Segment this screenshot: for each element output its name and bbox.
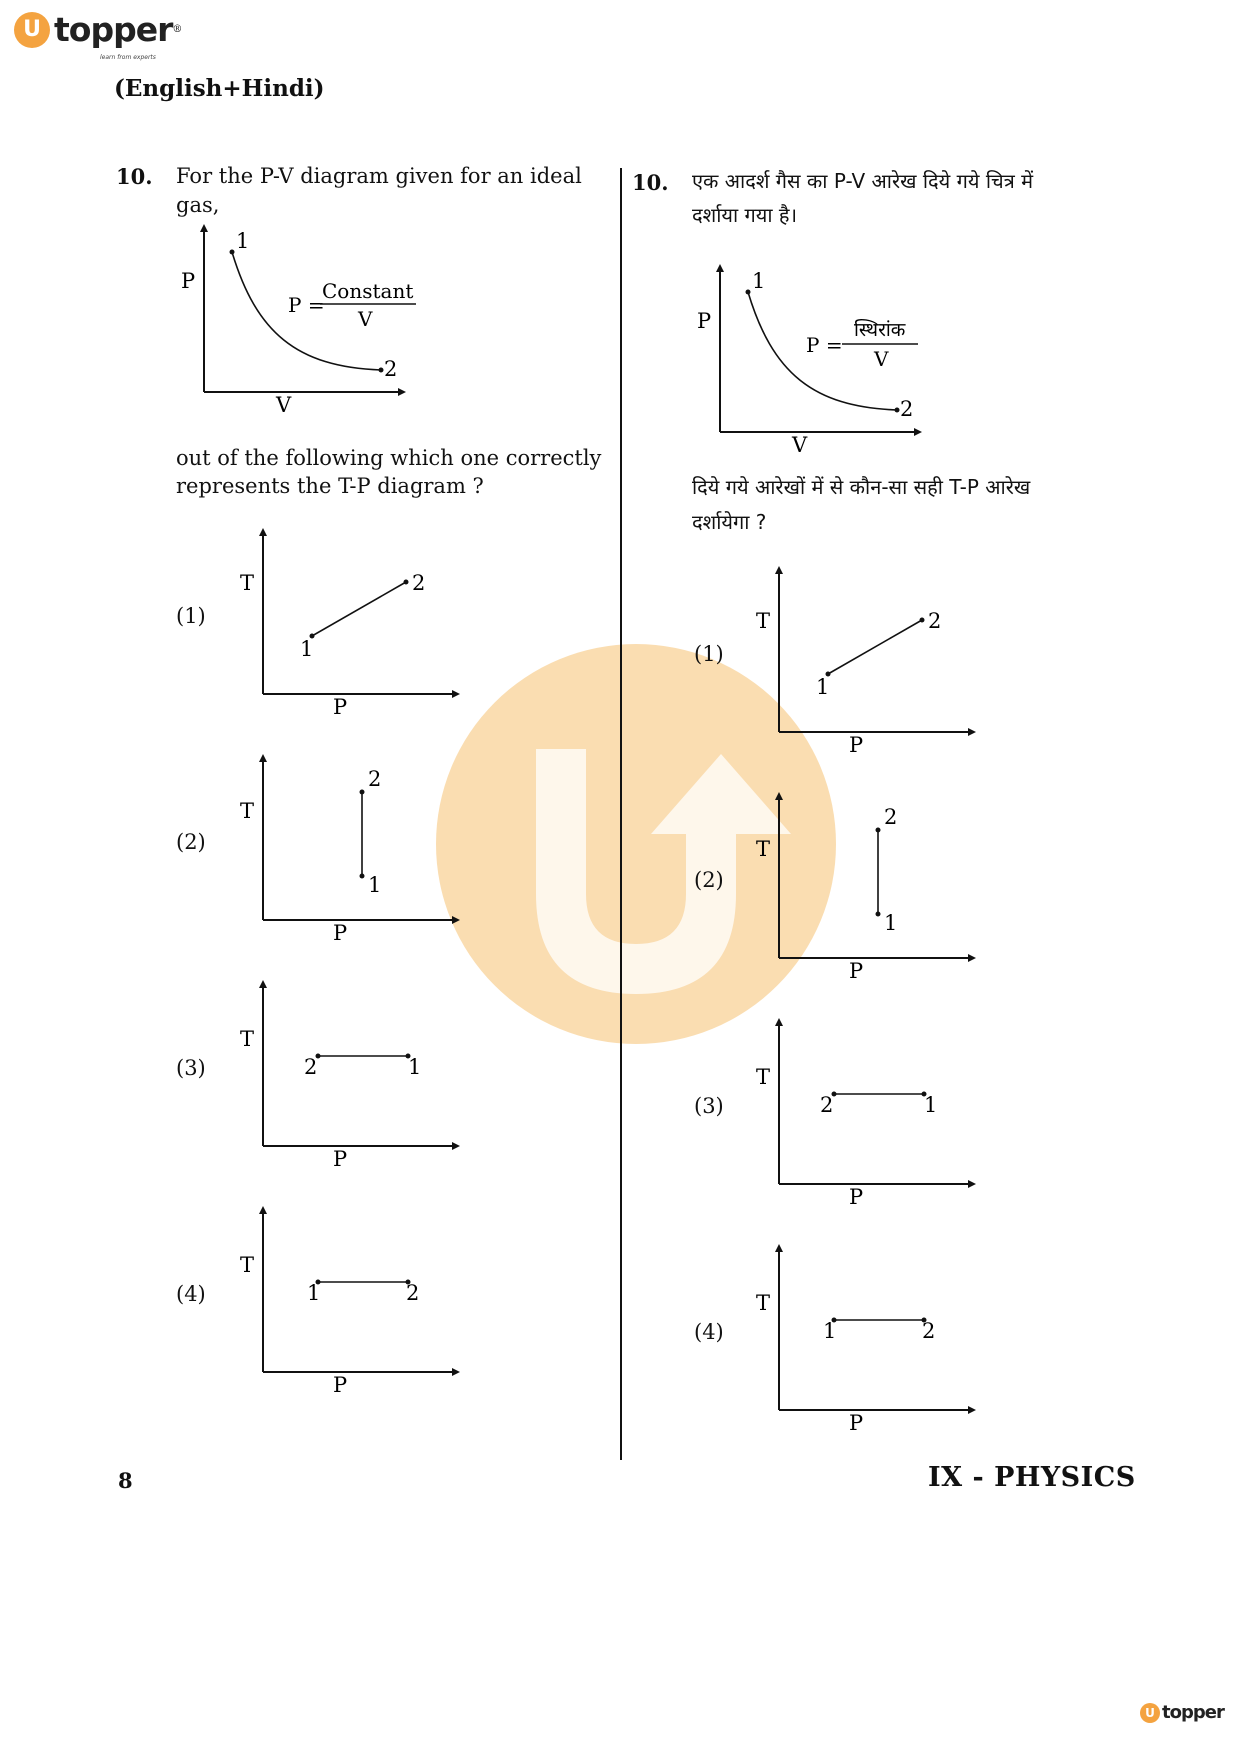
- pv-label-1: 1: [236, 229, 250, 253]
- option-3-y-label: T: [240, 1027, 255, 1051]
- pv-eq-denominator: V: [358, 307, 373, 331]
- pv-label-2-hi: 2: [900, 397, 914, 421]
- option-3-graph-en[interactable]: [230, 978, 470, 1171]
- option-3-x-label: P: [333, 1147, 348, 1171]
- option-4-label-hi[interactable]: (4): [694, 1320, 724, 1344]
- pv-label-2: 2: [384, 357, 398, 381]
- pv-point-1: [230, 250, 235, 255]
- option-2-x-label-hi: P: [849, 959, 864, 983]
- option-2-graph-hi[interactable]: [746, 790, 986, 983]
- option-4-graph-hi[interactable]: [746, 1242, 986, 1435]
- option-4-x-label-hi: P: [849, 1411, 864, 1435]
- option-1-end-hi: 2: [928, 609, 942, 633]
- language-note: (English+Hindi): [114, 75, 325, 102]
- brand-logo: [14, 10, 183, 61]
- option-4-right-hi: 2: [922, 1319, 936, 1343]
- option-1-graph-hi[interactable]: [746, 564, 986, 757]
- brand-name: topper: [54, 10, 173, 49]
- pv-eq-numerator: Constant: [322, 279, 414, 303]
- option-2-start: 1: [368, 873, 382, 897]
- column-divider: [620, 168, 622, 1460]
- brand-u-icon-footer: U: [1140, 1703, 1160, 1723]
- pv-y-label: P: [181, 269, 196, 293]
- option-3-label-hi[interactable]: (3): [694, 1094, 724, 1118]
- option-1-y-label: T: [240, 571, 255, 595]
- pv-x-label-hi: V: [792, 433, 808, 457]
- question-number-en: 10.: [116, 164, 153, 189]
- option-3-right-hi: 1: [924, 1093, 938, 1117]
- option-2-y-label: T: [240, 799, 255, 823]
- option-1-end: 2: [412, 571, 426, 595]
- option-4-left: 1: [307, 1281, 321, 1305]
- option-2-x-label: P: [333, 921, 348, 945]
- registered-mark: ®: [172, 24, 183, 35]
- question-intro-en: For the P-V diagram given for an ideal gas,: [176, 164, 582, 217]
- option-2-end-hi: 2: [884, 805, 898, 829]
- pv-eq-prefix-hi: P =: [806, 333, 843, 357]
- option-3-left: 2: [304, 1055, 318, 1079]
- pv-x-label: V: [276, 393, 292, 417]
- option-1-line: [312, 582, 406, 636]
- option-2-y-label-hi: T: [756, 837, 771, 861]
- option-4-left-hi: 1: [823, 1319, 837, 1343]
- option-1-x-label: P: [333, 695, 348, 719]
- question-number-hi: 10.: [632, 170, 669, 195]
- pv-eq-numerator-hi: स्थिरांक: [854, 319, 906, 341]
- option-4-graph-en[interactable]: [230, 1204, 470, 1397]
- pv-eq-prefix: P =: [288, 293, 325, 317]
- option-1-x-label-hi: P: [849, 733, 864, 757]
- option-1-label-hi[interactable]: (1): [694, 642, 724, 666]
- brand-tagline: learn from experts: [100, 54, 156, 61]
- pv-y-axis-arrow: [200, 224, 208, 232]
- pv-label-1-hi: 1: [752, 269, 766, 293]
- subject-title: IX - PHYSICS: [928, 1462, 1136, 1493]
- option-1-label-en[interactable]: (1): [176, 604, 206, 628]
- option-4-right: 2: [406, 1281, 420, 1305]
- option-3-graph-hi[interactable]: [746, 1016, 986, 1209]
- page-number: 8: [118, 1468, 133, 1493]
- question-line2-en: represents the T-P diagram ?: [176, 474, 484, 498]
- question-intro-line1-hi: एक आदर्श गैस का P-V आरेख दिये गये चित्र में: [692, 169, 1034, 193]
- option-2-end: 2: [368, 767, 382, 791]
- option-2-label-en[interactable]: (2): [176, 830, 206, 854]
- option-1-y-label-hi: T: [756, 609, 771, 633]
- option-3-right: 1: [408, 1055, 422, 1079]
- pv-x-axis-arrow: [398, 388, 406, 396]
- question-intro-line2-hi: दर्शाया गया है।: [692, 203, 798, 227]
- pv-diagram-en: [176, 222, 436, 422]
- question-line2-hi: दर्शायेगा ?: [692, 510, 767, 534]
- option-3-y-label-hi: T: [756, 1065, 771, 1089]
- pv-diagram-hi: [692, 262, 952, 462]
- pv-point-2: [379, 368, 384, 373]
- question-line1-en: out of the following which one correctly: [176, 446, 602, 470]
- option-4-y-label-hi: T: [756, 1291, 771, 1315]
- brand-name-footer: topper: [1162, 1702, 1224, 1723]
- option-1-graph-en[interactable]: [230, 526, 470, 719]
- option-3-x-label-hi: P: [849, 1185, 864, 1209]
- option-3-left-hi: 2: [820, 1093, 834, 1117]
- option-4-y-label: T: [240, 1253, 255, 1277]
- pv-y-label-hi: P: [697, 309, 712, 333]
- option-4-x-label: P: [333, 1373, 348, 1397]
- option-4-label-en[interactable]: (4): [176, 1282, 206, 1306]
- option-2-start-hi: 1: [884, 911, 898, 935]
- option-2-label-hi[interactable]: (2): [694, 868, 724, 892]
- option-1-start-hi: 1: [816, 675, 830, 699]
- option-3-label-en[interactable]: (3): [176, 1056, 206, 1080]
- option-2-graph-en[interactable]: [230, 752, 470, 945]
- brand-logo-footer: [1140, 1702, 1224, 1723]
- brand-u-icon: U: [14, 12, 50, 48]
- question-line1-hi: दिये गये आरेखों में से कौन-सा सही T-P आरेख: [692, 475, 1031, 499]
- option-1-start: 1: [300, 637, 314, 661]
- pv-eq-denominator-hi: V: [874, 347, 889, 371]
